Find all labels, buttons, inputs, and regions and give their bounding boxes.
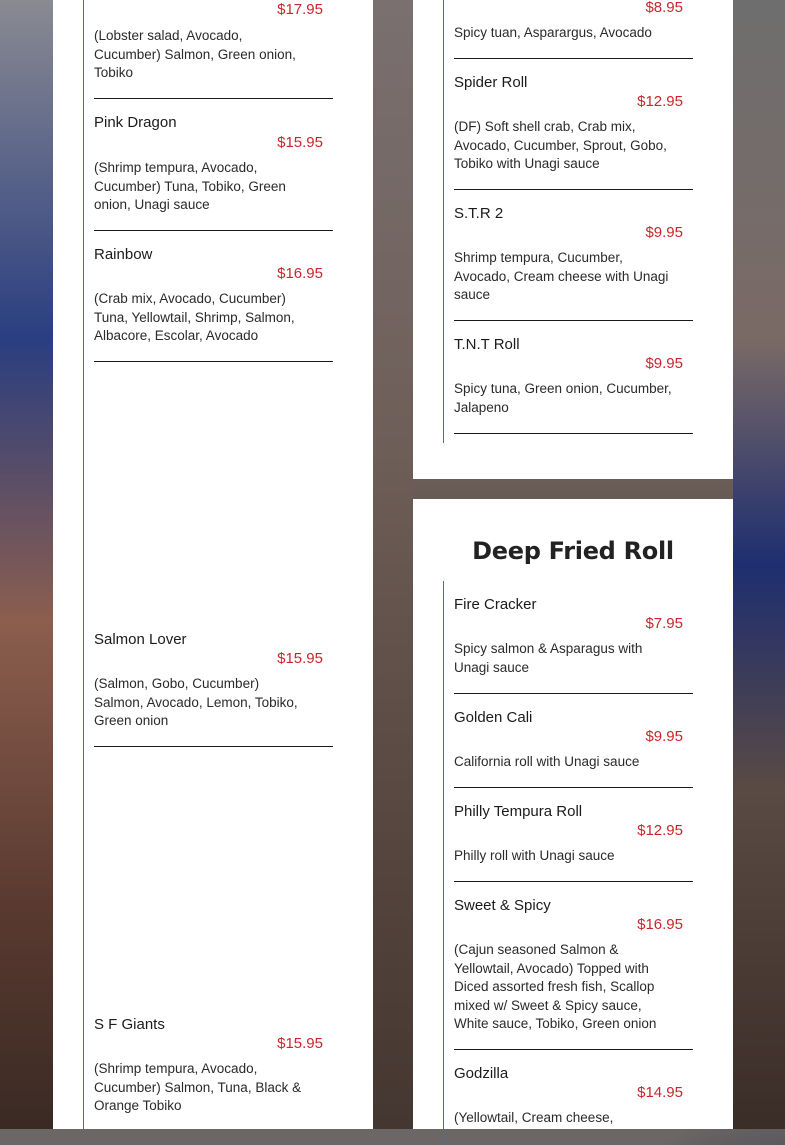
item-name: S F Giants [94,1016,165,1033]
item-price: $12.95 [637,822,683,839]
section-title: Deep Fried Roll [472,537,674,565]
item-description: (DF) Soft shell crab, Crab mix, Avocado, Cucumber, Sprout, Gobo, Tobiko with Unagi sauce [454,119,667,171]
menu-item [454,708,693,788]
menu-item [454,73,693,190]
item-description: Spicy salmon & Asparagus with Unagi sauce [454,641,643,675]
item-name: Spider Roll [454,74,528,91]
item-name: Fire Cracker [454,596,537,613]
item-name: Sweet & Spicy [454,897,551,914]
menu-card-deep-fried [413,499,733,1129]
item-description: (Yellowtail, Cream cheese, [454,1110,614,1125]
menu-card-right-top [413,0,733,479]
item-price: $16.95 [637,916,683,933]
item-price: $9.95 [645,355,683,372]
item-price: $7.95 [645,615,683,632]
item-price: $15.95 [277,650,323,667]
item-description: (Shrimp tempura, Avocado, Cucumber) Salmon, Tuna, Black & Orange Tobiko [94,1061,302,1113]
item-name: Pink Dragon [94,114,177,131]
menu-card-left [53,0,373,1129]
item-description: Spicy tuan, Asparargus, Avocado [454,25,652,40]
menu-item [454,335,693,434]
item-name: Godzilla [454,1065,509,1082]
menu-item [454,204,693,321]
item-name: T.N.T Roll [454,336,520,353]
item-description: California roll with Unagi sauce [454,754,640,769]
background-right [733,0,785,1129]
item-description: (Cajun seasoned Salmon & Yellowtail, Avocado) Topped with Diced assorted fresh fish, Scallop mixed w/ Sweet & Spicy sauce, White sauce, Tobiko, Green onion [454,942,657,1031]
menu-item [94,1015,333,1145]
background-left [0,0,53,1129]
menu-item [94,0,333,99]
item-name: Golden Cali [454,709,533,726]
accent-line [83,0,84,1129]
menu-item [94,113,333,231]
menu-item [454,896,693,1050]
background-gutter [373,0,413,1129]
item-name: S.T.R 2 [454,205,504,222]
menu-item [94,630,333,747]
accent-line [443,0,444,443]
item-description: (Crab mix, Avocado, Cucumber) Tuna, Yellowtail, Shrimp, Salmon, Albacore, Escolar, Avocado [94,291,295,343]
item-description: (Lobster salad, Avocado, Cucumber) Salmon, Green onion, Tobiko [94,28,296,80]
item-price: $8.95 [645,0,683,16]
item-description: Spicy tuna, Green onion, Cucumber, Jalapeno [454,381,672,415]
item-name: Rainbow [94,246,153,263]
item-name: Salmon Lover [94,631,187,648]
menu-item [454,595,693,694]
item-price: $15.95 [277,1035,323,1052]
item-price: $9.95 [645,224,683,241]
item-price: $17.95 [277,1,323,18]
item-price: $12.95 [637,93,683,110]
item-description: (Salmon, Gobo, Cucumber) Salmon, Avocado, Lemon, Tobiko, Green onion [94,676,298,728]
menu-item [454,1064,693,1134]
menu-item [94,245,333,362]
item-price: $14.95 [637,1084,683,1101]
accent-line [443,581,444,1141]
item-description: (Shrimp tempura, Avocado, Cucumber) Tuna, Tobiko, Green onion, Unagi sauce [94,160,286,212]
item-price: $15.95 [277,134,323,151]
item-description: Philly roll with Unagi sauce [454,848,615,863]
item-description: Shrimp tempura, Cucumber, Avocado, Cream cheese with Unagi sauce [454,250,669,302]
menu-item [454,802,693,882]
menu-item [454,0,693,59]
item-name: Philly Tempura Roll [454,803,583,820]
item-price: $16.95 [277,265,323,282]
item-price: $9.95 [645,728,683,745]
